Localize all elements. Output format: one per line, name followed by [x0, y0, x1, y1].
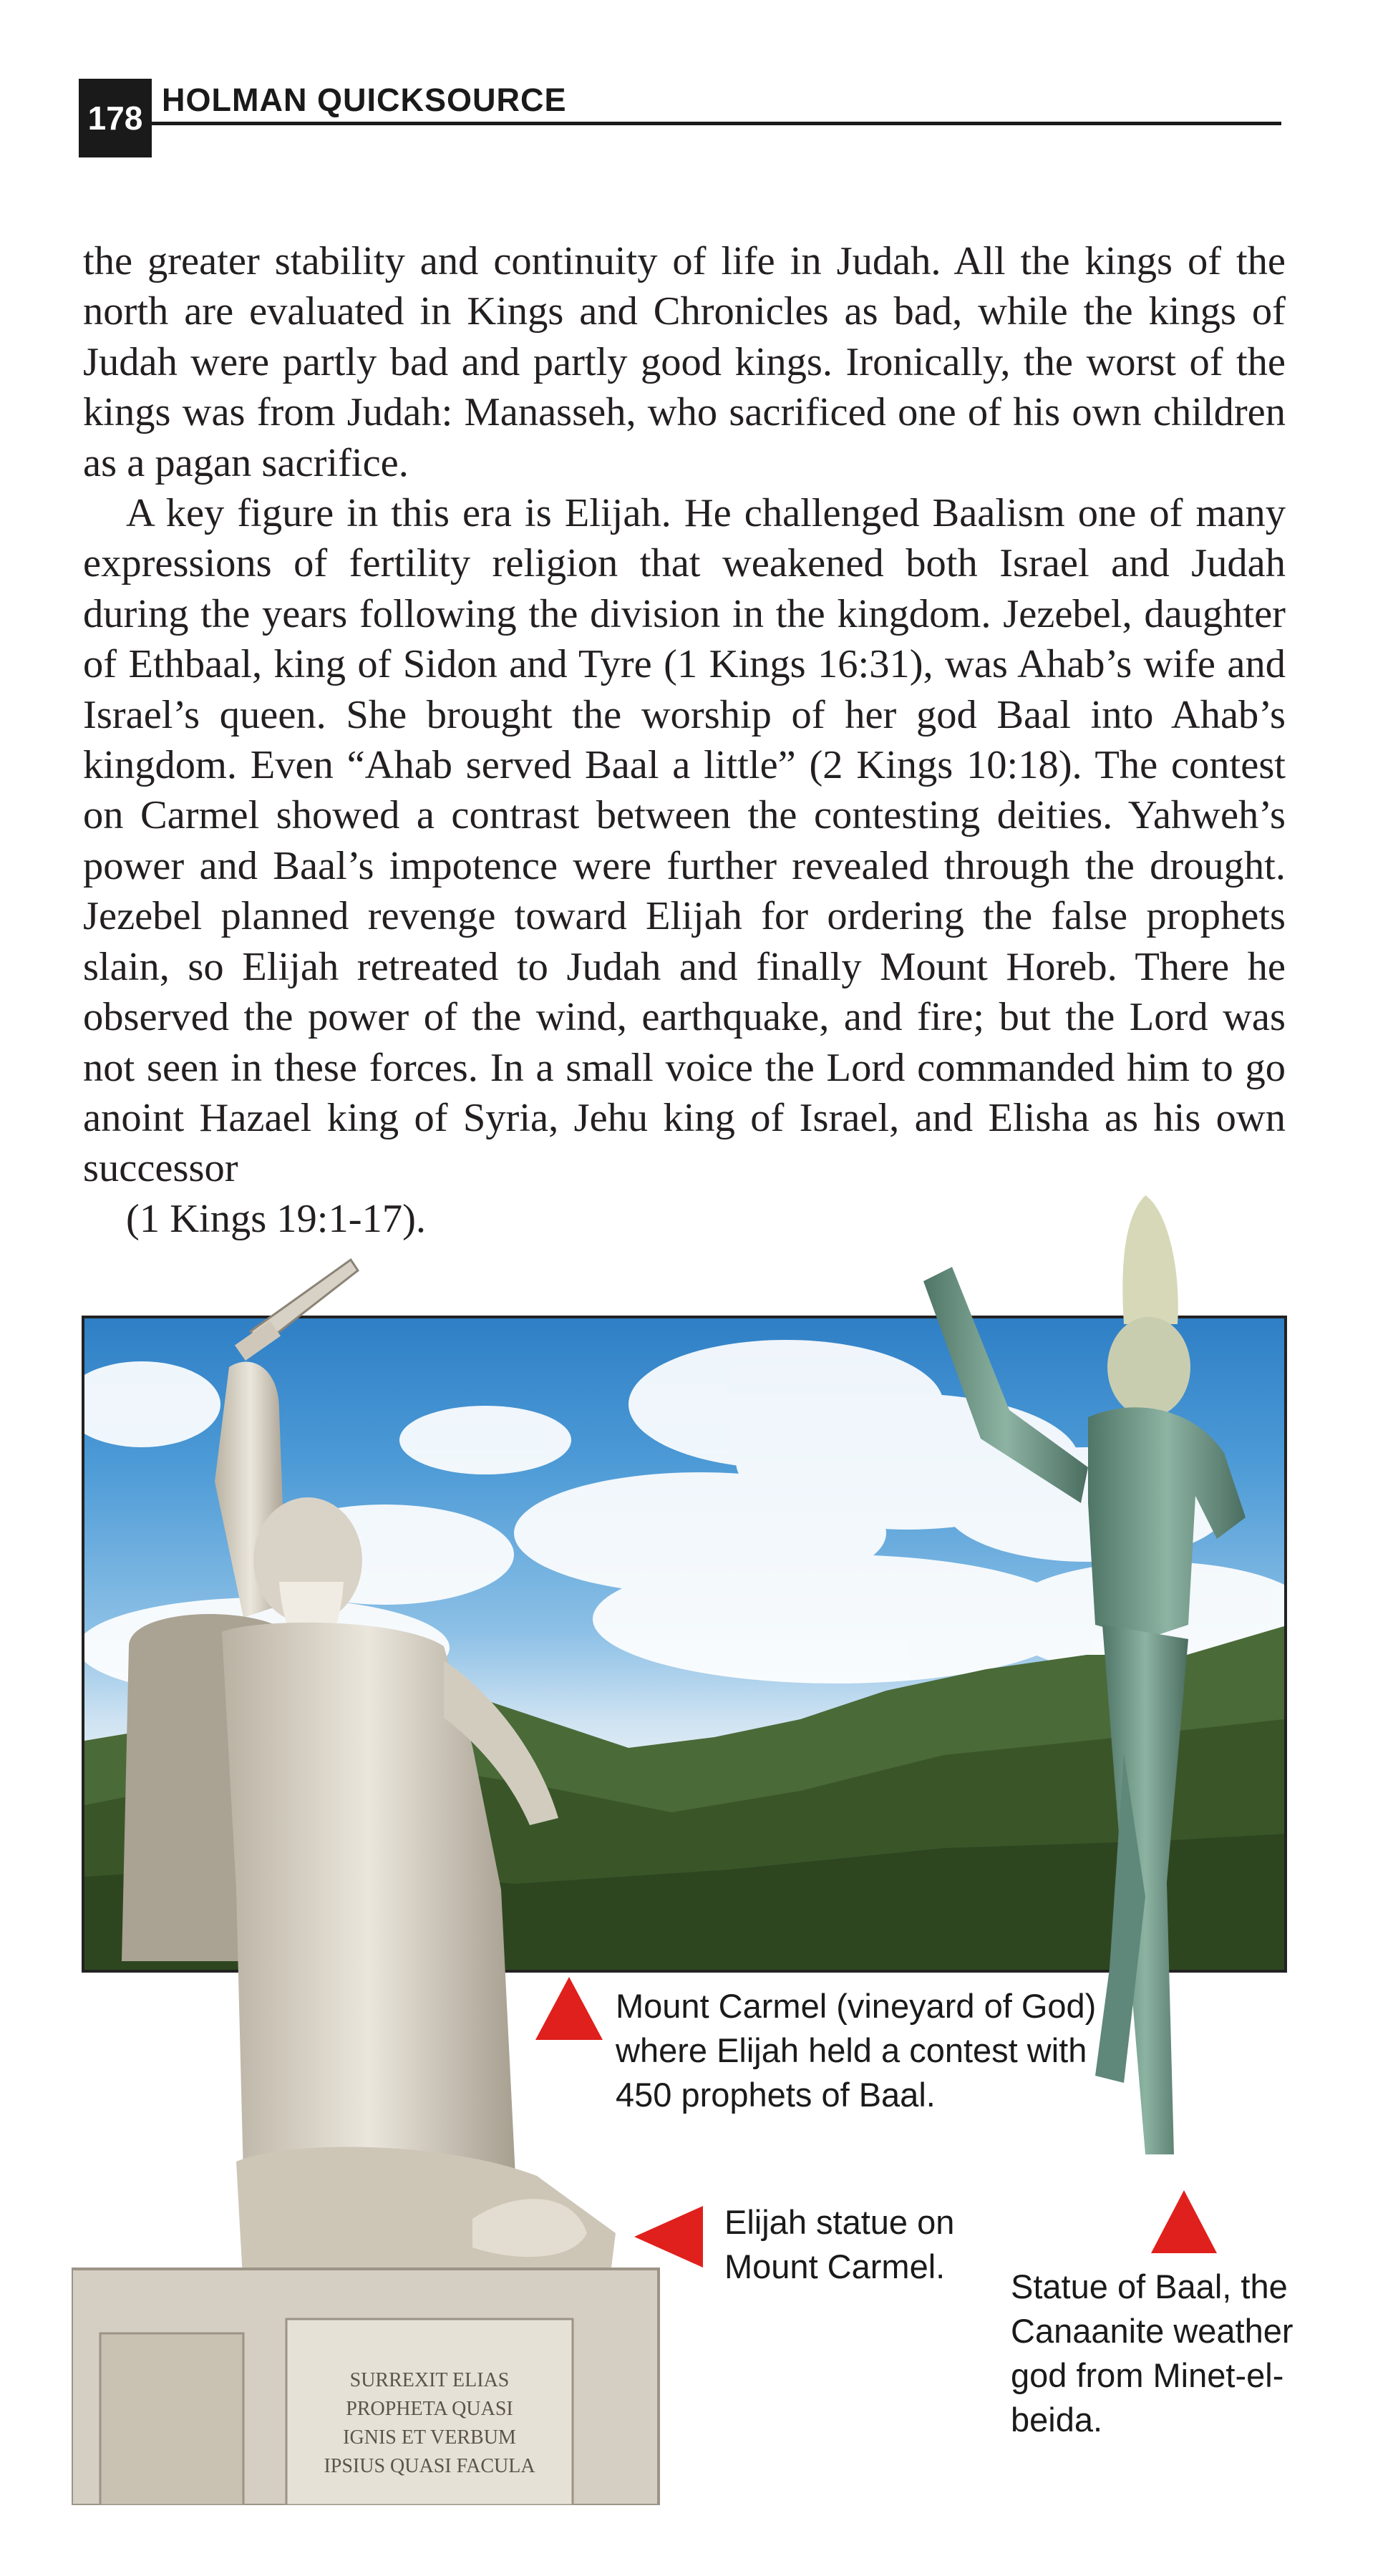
up-arrow-marker-icon	[1151, 2190, 1217, 2253]
caption-mount-carmel: Mount Carmel (vineyard of God) where Elijah held a contest with 450 prophets of Baal.	[616, 1987, 1097, 2114]
paragraph-2-text: A key figure in this era is Elijah. He challenged Baalism one of many expressions of fertility religion that weakened both Israel and Judah during the years following the division in the kingdom. Jezebel, daughter of Ethbaal, king of Sidon and Tyre (1 Kings 16:31), was Ahab’s wife and Israel’s queen. She brought the worship of her god Baal into Ahab’s kingdom. Even “Ahab served Baal a little” (2 Kings 10:18). The contest on Carmel showed a contrast between the contesting deities. Yahweh’s power and Baal’s impotence were further revealed through the drought. Jezebel planned revenge toward Elijah for ordering the false prophets slain, so Elijah retreated to Judah and finally Mount Horeb. There he observed the power of the wind, earthquake, and fire; but the Lord was not seen in these forces. In a small voice the Lord commanded him to go anoint Hazael king of Syria, Jehu king of Israel, and Elisha as his own successor	[83, 491, 1286, 1191]
inscription-line-2: PROPHETA QUASI	[346, 2398, 513, 2420]
paragraph-2-reference: (1 Kings 19:1-17).	[126, 1196, 427, 1241]
inscription-line-1: SURREXIT ELIAS	[349, 2369, 510, 2391]
elijah-statue-image	[72, 1245, 687, 2505]
up-arrow-marker-icon	[535, 1977, 603, 2040]
header-rule	[152, 122, 1281, 125]
caption-elijah-statue: Elijah statue on Mount Carmel.	[724, 2203, 955, 2285]
paragraph-1: the greater stability and continuity of life in Judah. All the kings of the north are evaluated in Kings and Chronicles as bad, while the kings of Judah were partly bad and partly good kings. Ironically, the worst of the kings was from Judah: Manasseh, who sacrificed one of his own children as a pagan sacrifice.	[83, 239, 1286, 485]
left-arrow-marker-icon	[634, 2206, 703, 2268]
body-text	[83, 236, 1286, 1244]
paragraph-2	[83, 488, 1286, 1244]
page-number: 178	[79, 79, 152, 157]
running-header	[79, 79, 1281, 157]
inscription-line-4: IPSIUS QUASI FACULA	[324, 2455, 535, 2477]
inscription-line-3: IGNIS ET VERBUM	[343, 2426, 516, 2449]
caption-baal-statue: Statue of Baal, the Canaanite weather god from Minet-el-beida.	[1011, 2268, 1294, 2439]
book-title: HOLMAN QUICKSOURCE	[162, 82, 567, 118]
